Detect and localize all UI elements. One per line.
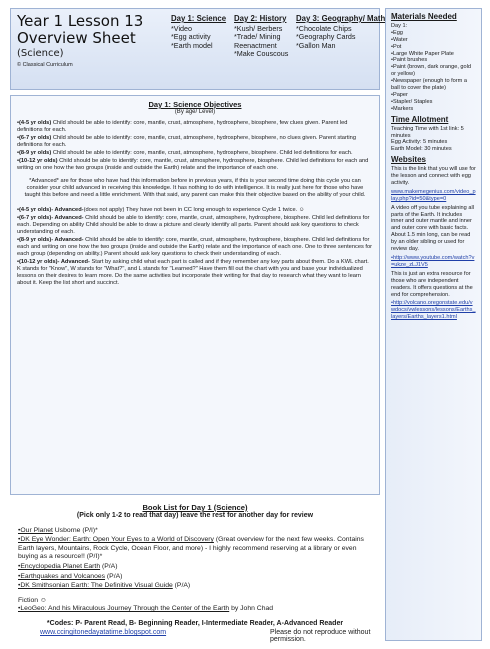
objectives-title: Day 1: Science Objectives [148,100,242,109]
book-list [10,500,380,630]
material-item: •Water [391,36,408,43]
objective-text: Child should be able to identify: core, mantle, crust, atmosphere, hydrosphere, biosphere. Child led definitions for each. [51,150,353,156]
book-title: •DK Eye Wonder: Earth: Open Your Eyes to a World of Discovery [18,536,214,544]
day3-item: *Gallon Man [296,40,336,50]
time-item: Egg Activity: 5 minutes [391,139,448,146]
objective-age-label: •(4-5 yr olds) [17,120,52,126]
book-item [18,563,372,572]
time-item: Earth Model: 30 minutes [391,146,452,153]
footer [40,629,380,643]
material-item: •Stapler/ Staples [391,98,433,105]
video-description: A video off you tube explaining all parts of the Earth. It includes inner and outer mantle and inner and outer core with basic facts. About 1.5 min long, can be read by an older sibling or used for review day. [391,204,474,253]
book-title: •Encyclopedia Planet Earth [18,562,101,570]
day3-heading: Day 3: Geography/ Math [296,14,386,23]
advanced-item [17,215,373,236]
day2-heading: Day 2: History [234,14,287,23]
book-list-subtitle: (Pick only 1-2 to read that day) leave the rest for another day for review [76,512,314,519]
book-title: •DK Smithsonian Earth: The Definitive Visual Guide [18,582,173,590]
material-item: •Paint brushes [391,57,428,64]
advanced-item [17,259,373,287]
objective-age-label: •(10-12 yr olds) [17,158,58,164]
objective-text: Child should be able to identify: core, mantle, crust, atmosphere, hydrosphere, biosphere, few clues given. Parent led definitions for each. [17,120,348,133]
footer-site-link[interactable]: www.ccingitonedayatatime.blogspot.com [40,629,167,636]
materials-heading: Materials Needed [391,12,457,21]
advanced-item [17,207,373,214]
day1-heading: Day 1: Science [171,14,227,23]
advanced-age-label: •(10-12 yr olds)- Advanced- [17,259,90,265]
day1-item: *Egg activity [171,32,211,42]
objective-item [17,120,373,134]
objective-age-label: •(6-7 yr olds) [17,135,52,141]
websites-heading: Websites [391,155,426,165]
book-item [18,527,372,536]
advanced-note: *Advanced* are for those who have had this information before in previous years, if this is your second time doing this cycle you can consider your child advanced in receiving this knowledge. It has nothing to do with intelligence. It is really just here for those who have taught this before and need a little enrichment. With that said, any parent can make this their objective based on the ability of your child. [24,178,366,198]
day1-item: *Video [171,23,193,33]
book-note: (P/A) [105,572,123,580]
day2-item: Reenactment [234,40,277,50]
day3-item: *Chocolate Chips [296,23,352,33]
website-link-3[interactable]: •http://volcano.oregonstate.edu/vwdocs/vwlessons/lessons/Earths_layers/Earths_layers1.html [391,300,476,321]
title-block [17,13,167,68]
advanced-text: (does not apply) They have not been in CC long enough to experience Cycle 1 twice. ☺ [83,207,305,213]
book-item [18,573,372,582]
day2-item: *Make Couscous [234,49,289,59]
time-heading: Time Allotment [391,114,449,124]
website-link-2[interactable]: •http://www.youtube.com/watch?v=ukze_zLJ1V5 [391,255,475,268]
advanced-text: Start by asking child what each part is called and if they remember any key parts about them. Do a KWL chart. K stands for "Know", W stands for "What?", and L stands for "Learned?" Have them fill out the chart with you and base your individualized lessons on their desires to learn more. Do the same activities but incorporate their writing for that day to research what they want to learn about it. Keep the list short and succinct. [17,259,369,286]
title-subtitle: (Science) [17,48,64,59]
objective-age-label: •(8-9 yr olds) [17,150,52,156]
book-item [18,582,372,591]
advanced-text: Child should be able to identify: core, mantle, crust, atmosphere, hydrosphere, biosphere. Child led definitions for each and writing on one how the two groups (inside and outside the Earth) relate and the importance of each one. One to three sentences for each group (depending on ability.) Parent should ask key questions to check their understanding of each. [17,237,373,257]
copyright: © Classical Curriculum [17,62,73,68]
advanced-text: Child should be able to identify: core, mantle, crust, atmosphere, hydrosphere, biosphere. Child led definitions for each. Depending on ability Child should be able to draw a picture and clearly identify all parts. Parent should ask key questions to check understanding of each. [17,215,370,235]
day1-column [171,15,231,50]
fiction-item [18,605,372,614]
materials-list [391,23,476,113]
material-item: •Egg [391,29,403,36]
material-item: •Large White Paper Plate [391,50,454,57]
day1-item: *Earth model [171,40,213,50]
material-item: •Markers [391,105,414,112]
advanced-age-label: •(4-5 yr olds)- Advanced- [17,207,84,213]
objective-item [17,135,373,149]
day3-item: *Geography Cards [296,32,356,42]
title-line-1: Year 1 Lesson 13 [17,12,144,30]
objective-text: Child should be able to identify: core, mantle, crust, atmosphere, hydrosphere, biosphere, no clues given. Parent starting definitions for each. [17,135,357,148]
day2-column [234,15,296,59]
book-note: (P/A) [100,562,118,570]
book-title: •Earthquakes and Volcanoes [18,572,106,580]
advanced-item [17,237,373,258]
book-list-title: Book List for Day 1 (Science) [142,503,248,512]
title-line-2: Overview Sheet [17,29,136,47]
advanced-age-label: •(8-9 yr olds)- Advanced- [17,237,84,243]
header-banner [10,8,386,90]
material-item: •Paint (brown, dark orange, gold or yellow) [391,64,472,78]
material-item: •Paper [391,91,408,98]
right-sidebar [385,8,482,641]
fiction-author: by John Chad [229,605,274,613]
objectives-subtitle: (By age/ Level) [174,109,216,115]
book-note: Usborne (P/I)* [52,526,98,534]
extra-resource-description: This is just an extra resource for those who are independent readers. It offers questions at the end for comprehension. [391,270,473,298]
book-title: •Our Planet [18,526,53,534]
time-list [391,126,476,154]
footer-permission: Please do not reproduce without permission. [270,629,371,643]
day3-column [296,15,386,50]
time-item: Teaching Time with 1st link: 5 minutes [391,125,464,139]
fiction-label: Fiction ☺ [18,596,47,604]
fiction-title: •LeoGeo: And his Miraculous Journey Through the Center of the Earth [18,605,230,613]
objective-item [17,158,373,172]
material-item: Day 1: [391,22,408,29]
website-link-1[interactable]: www.makemegenius.com/video_play.php?id=50&type=0 [391,188,476,202]
advanced-age-label: •(6-7 yr olds)- Advanced- [17,215,84,221]
objective-item [17,150,373,157]
book-note: (P/A) [172,582,191,590]
material-item: •Pot [391,43,402,50]
websites-intro: This is the link that you will use for the lesson and connect with egg activity. [391,166,476,186]
objective-text: Child should be able to identify: core, mantle, crust, atmosphere, hydrosphere, biosphere. Child led definitions for each and writing on one how the two groups (inside and outside the Earth) relate and the importance of each one. [17,158,369,171]
day2-item: *Trade/ Mining [234,32,281,42]
book-item [18,536,372,562]
book-note: (Great overview for the next few weeks. Contains Earth layers, Mountains, Rock Cycle, Ocean Floor, and more) - I highly recommend reserving at a library or even buying as a resource!! (P/I)* [18,536,364,561]
objectives-box [10,95,380,495]
reader-codes: *Codes: P- Parent Read, B- Beginning Reader, I-Intermediate Reader, A-Advanced Reader [46,619,344,627]
day2-item: *Kush/ Berbers [234,23,283,33]
material-item: •Newspaper (enough to form a ball to cover the plate) [391,78,467,92]
